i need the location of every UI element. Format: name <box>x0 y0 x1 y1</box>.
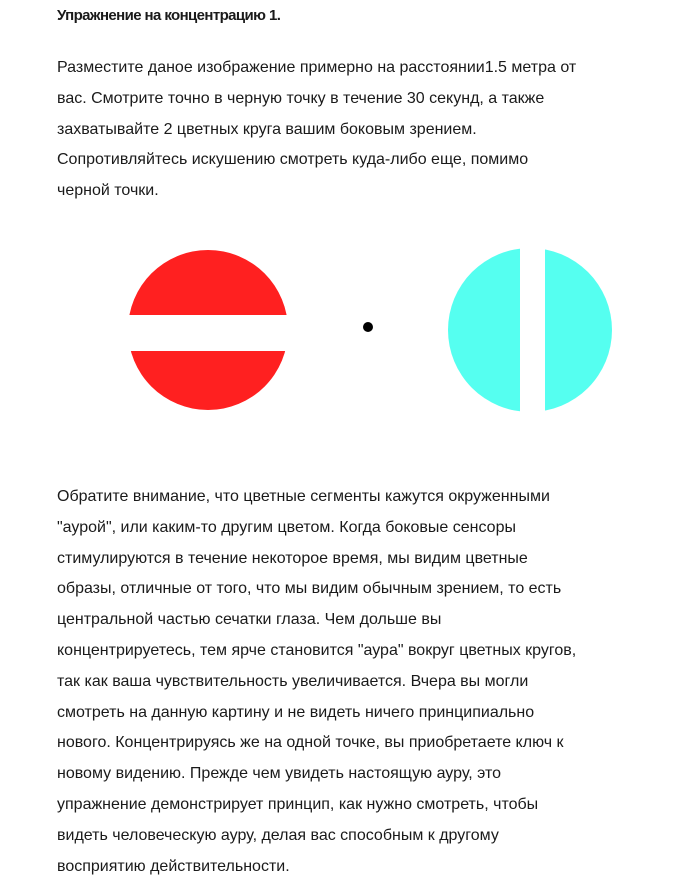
outro-line: видеть человеческую ауру, делая вас способным к другому <box>57 826 499 844</box>
outro-line: новому видению. Прежде чем увидеть настоящую ауру, это <box>57 765 501 783</box>
intro-line: Сопротивляйтесь искушению смотреть куда-либо еще, помимо <box>57 151 529 169</box>
outro-line: смотреть на данную картину и не видеть ничего принципиально <box>57 703 535 721</box>
red-circle-bottom-segment <box>120 351 300 421</box>
outro-line: Обратите внимание, что цветные сегменты кажутся окруженными <box>57 488 550 505</box>
outro-line: упражнение демонстрирует принцип, как нужно смотреть, чтобы <box>57 795 539 813</box>
outro-line: стимулируются в течение некоторое время, мы видим цветные <box>57 549 528 567</box>
red-circle <box>120 248 300 421</box>
outro-line: концентрируетесь, тем ярче становится "аура" вокруг цветных кругов, <box>57 641 577 659</box>
intro-line: захватывайте 2 цветных круга вашим боковым зрением. <box>57 120 477 138</box>
outro-line: центральной частью сечатки глаза. Чем дольше вы <box>57 611 442 629</box>
intro-line: черной точки. <box>57 182 159 200</box>
intro-paragraph <box>57 53 667 207</box>
red-circle-top-segment <box>120 248 300 315</box>
outro-line: образы, отличные от того, что мы видим обычным зрением, то есть <box>57 580 562 598</box>
black-focus-dot <box>363 322 373 332</box>
concentration-figure <box>0 230 679 430</box>
cyan-circle <box>440 240 625 425</box>
outro-line: нового. Концентрируясь же на одной точке, вы приобретаете ключ к <box>57 734 564 752</box>
page-title: Упражнение на концентрацию 1. <box>57 7 281 24</box>
outro-paragraph <box>57 482 667 882</box>
outro-line: так как ваша чувствительность увеличивается. Вчера вы могли <box>57 672 529 690</box>
outro-line: "аурой", или каким-то другим цветом. Когда боковые сенсоры <box>57 518 516 536</box>
intro-line: вас. Смотрите точно в черную точку в течение 30 секунд, а также <box>57 89 545 107</box>
cyan-circle-right-segment <box>545 240 625 425</box>
outro-line: восприятию действительности. <box>57 857 290 875</box>
intro-line: Разместите даное изображение примерно на расстоянии1.5 метра от <box>57 59 577 76</box>
cyan-circle-left-segment <box>440 240 520 425</box>
